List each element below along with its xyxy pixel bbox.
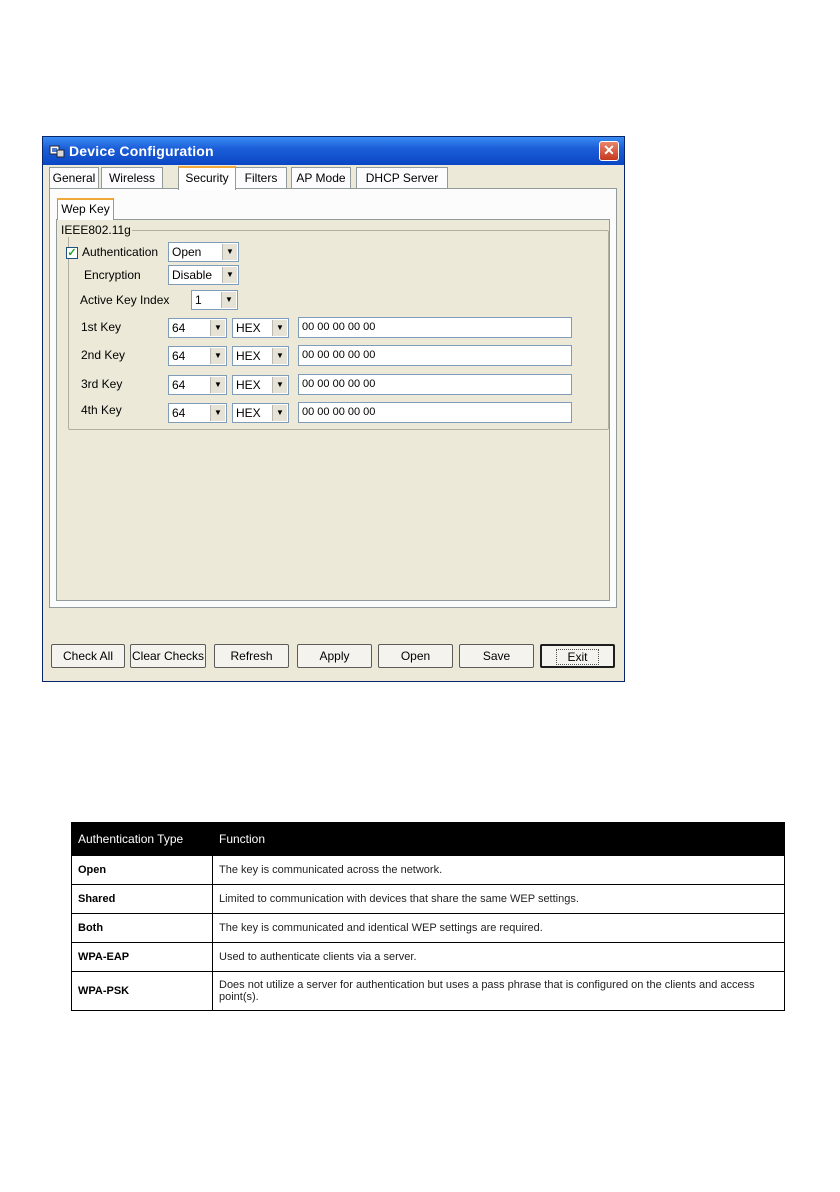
tab-security[interactable]: Security [178,166,236,190]
chevron-down-icon[interactable]: ▼ [272,348,287,364]
chevron-down-icon[interactable]: ▼ [221,292,236,308]
refresh-button[interactable]: Refresh [214,644,289,668]
chevron-down-icon[interactable]: ▼ [210,377,225,393]
encryption-label: Encryption [84,268,141,282]
table-cell-function: Used to authenticate clients via a server. [213,943,785,972]
app-icon [49,144,65,158]
authentication-select[interactable] [168,242,239,262]
table-cell-type: Both [72,914,213,943]
tab-general[interactable]: General [49,167,99,189]
chevron-down-icon[interactable]: ▼ [272,377,287,393]
chevron-down-icon[interactable]: ▼ [272,405,287,421]
table-cell-type: Open [72,856,213,885]
check-all-button[interactable]: Check All [51,644,125,668]
tab-filters[interactable]: Filters [235,167,287,189]
open-button[interactable]: Open [378,644,453,668]
active-key-index-label: Active Key Index [80,293,170,307]
encryption-value: Disable [172,268,213,282]
key-2-label: 2nd Key [81,348,126,362]
device-configuration-window [42,136,625,682]
tab-wep-key[interactable]: Wep Key [57,198,114,220]
window-title: Device Configuration [69,143,214,159]
key-3-input[interactable]: 00 00 00 00 00 [298,374,572,395]
chevron-down-icon[interactable]: ▼ [272,320,287,336]
key-3-format-select[interactable] [232,375,289,395]
chevron-down-icon[interactable]: ▼ [222,244,237,260]
group-legend: IEEE802.11g [61,223,131,237]
table-cell-type: WPA-PSK [72,972,213,1011]
chevron-down-icon[interactable]: ▼ [222,267,237,283]
authentication-value: Open [172,245,202,259]
tab-wireless[interactable]: Wireless [101,167,163,189]
table-cell-function: Does not utilize a server for authentication but uses a pass phrase that is configured on the clients and access point(s). [213,972,785,1011]
key-1-format-value: HEX [236,321,261,335]
table-header-row [72,823,785,856]
key-4-format-select[interactable] [232,403,289,423]
key-3-length-select[interactable] [168,375,227,395]
authentication-label: Authentication [82,245,159,259]
title-bar[interactable] [43,137,624,165]
table-row [72,972,785,1011]
table-cell-type: Shared [72,885,213,914]
table-cell-type: WPA-EAP [72,943,213,972]
save-button[interactable]: Save [459,644,534,668]
chevron-down-icon[interactable]: ▼ [210,405,225,421]
key-2-format-value: HEX [236,349,261,363]
key-1-length-select[interactable] [168,318,227,338]
clear-checks-button[interactable]: Clear Checks [130,644,206,668]
key-2-input[interactable]: 00 00 00 00 00 [298,345,572,366]
table-cell-function: The key is communicated and identical WEP settings are required. [213,914,785,943]
authentication-checkbox[interactable]: ✓ [67,247,77,259]
tab-ap-mode[interactable]: AP Mode [291,167,351,189]
table-header-function: Function [213,823,785,856]
key-4-format-value: HEX [236,406,261,420]
table-row [72,885,785,914]
key-4-input[interactable]: 00 00 00 00 00 [298,402,572,423]
exit-button[interactable] [540,644,615,668]
key-4-label: 4th Key [81,403,122,417]
key-3-format-value: HEX [236,378,261,392]
key-1-input[interactable]: 00 00 00 00 00 [298,317,572,338]
key-3-label: 3rd Key [81,377,123,391]
chevron-down-icon[interactable]: ▼ [210,320,225,336]
key-4-length-select[interactable] [168,403,227,423]
table-row [72,914,785,943]
exit-button-label: Exit [556,649,598,665]
key-1-length-value: 64 [172,321,186,335]
table-row [72,856,785,885]
authentication-type-table [71,822,785,1011]
active-key-index-value: 1 [195,293,202,307]
table-cell-function: Limited to communication with devices that share the same WEP settings. [213,885,785,914]
key-1-label: 1st Key [81,320,122,334]
encryption-select[interactable] [168,265,239,285]
key-2-format-select[interactable] [232,346,289,366]
table-header-type: Authentication Type [72,823,213,856]
tab-dhcp-server[interactable]: DHCP Server [356,167,448,189]
chevron-down-icon[interactable]: ▼ [210,348,225,364]
key-1-format-select[interactable] [232,318,289,338]
key-3-length-value: 64 [172,378,186,392]
key-2-length-select[interactable] [168,346,227,366]
apply-button[interactable]: Apply [297,644,372,668]
key-4-length-value: 64 [172,406,186,420]
active-key-index-select[interactable] [191,290,238,310]
table-cell-function: The key is communicated across the network. [213,856,785,885]
close-icon[interactable]: ✕ [599,141,619,161]
table-row [72,943,785,972]
key-2-length-value: 64 [172,349,186,363]
